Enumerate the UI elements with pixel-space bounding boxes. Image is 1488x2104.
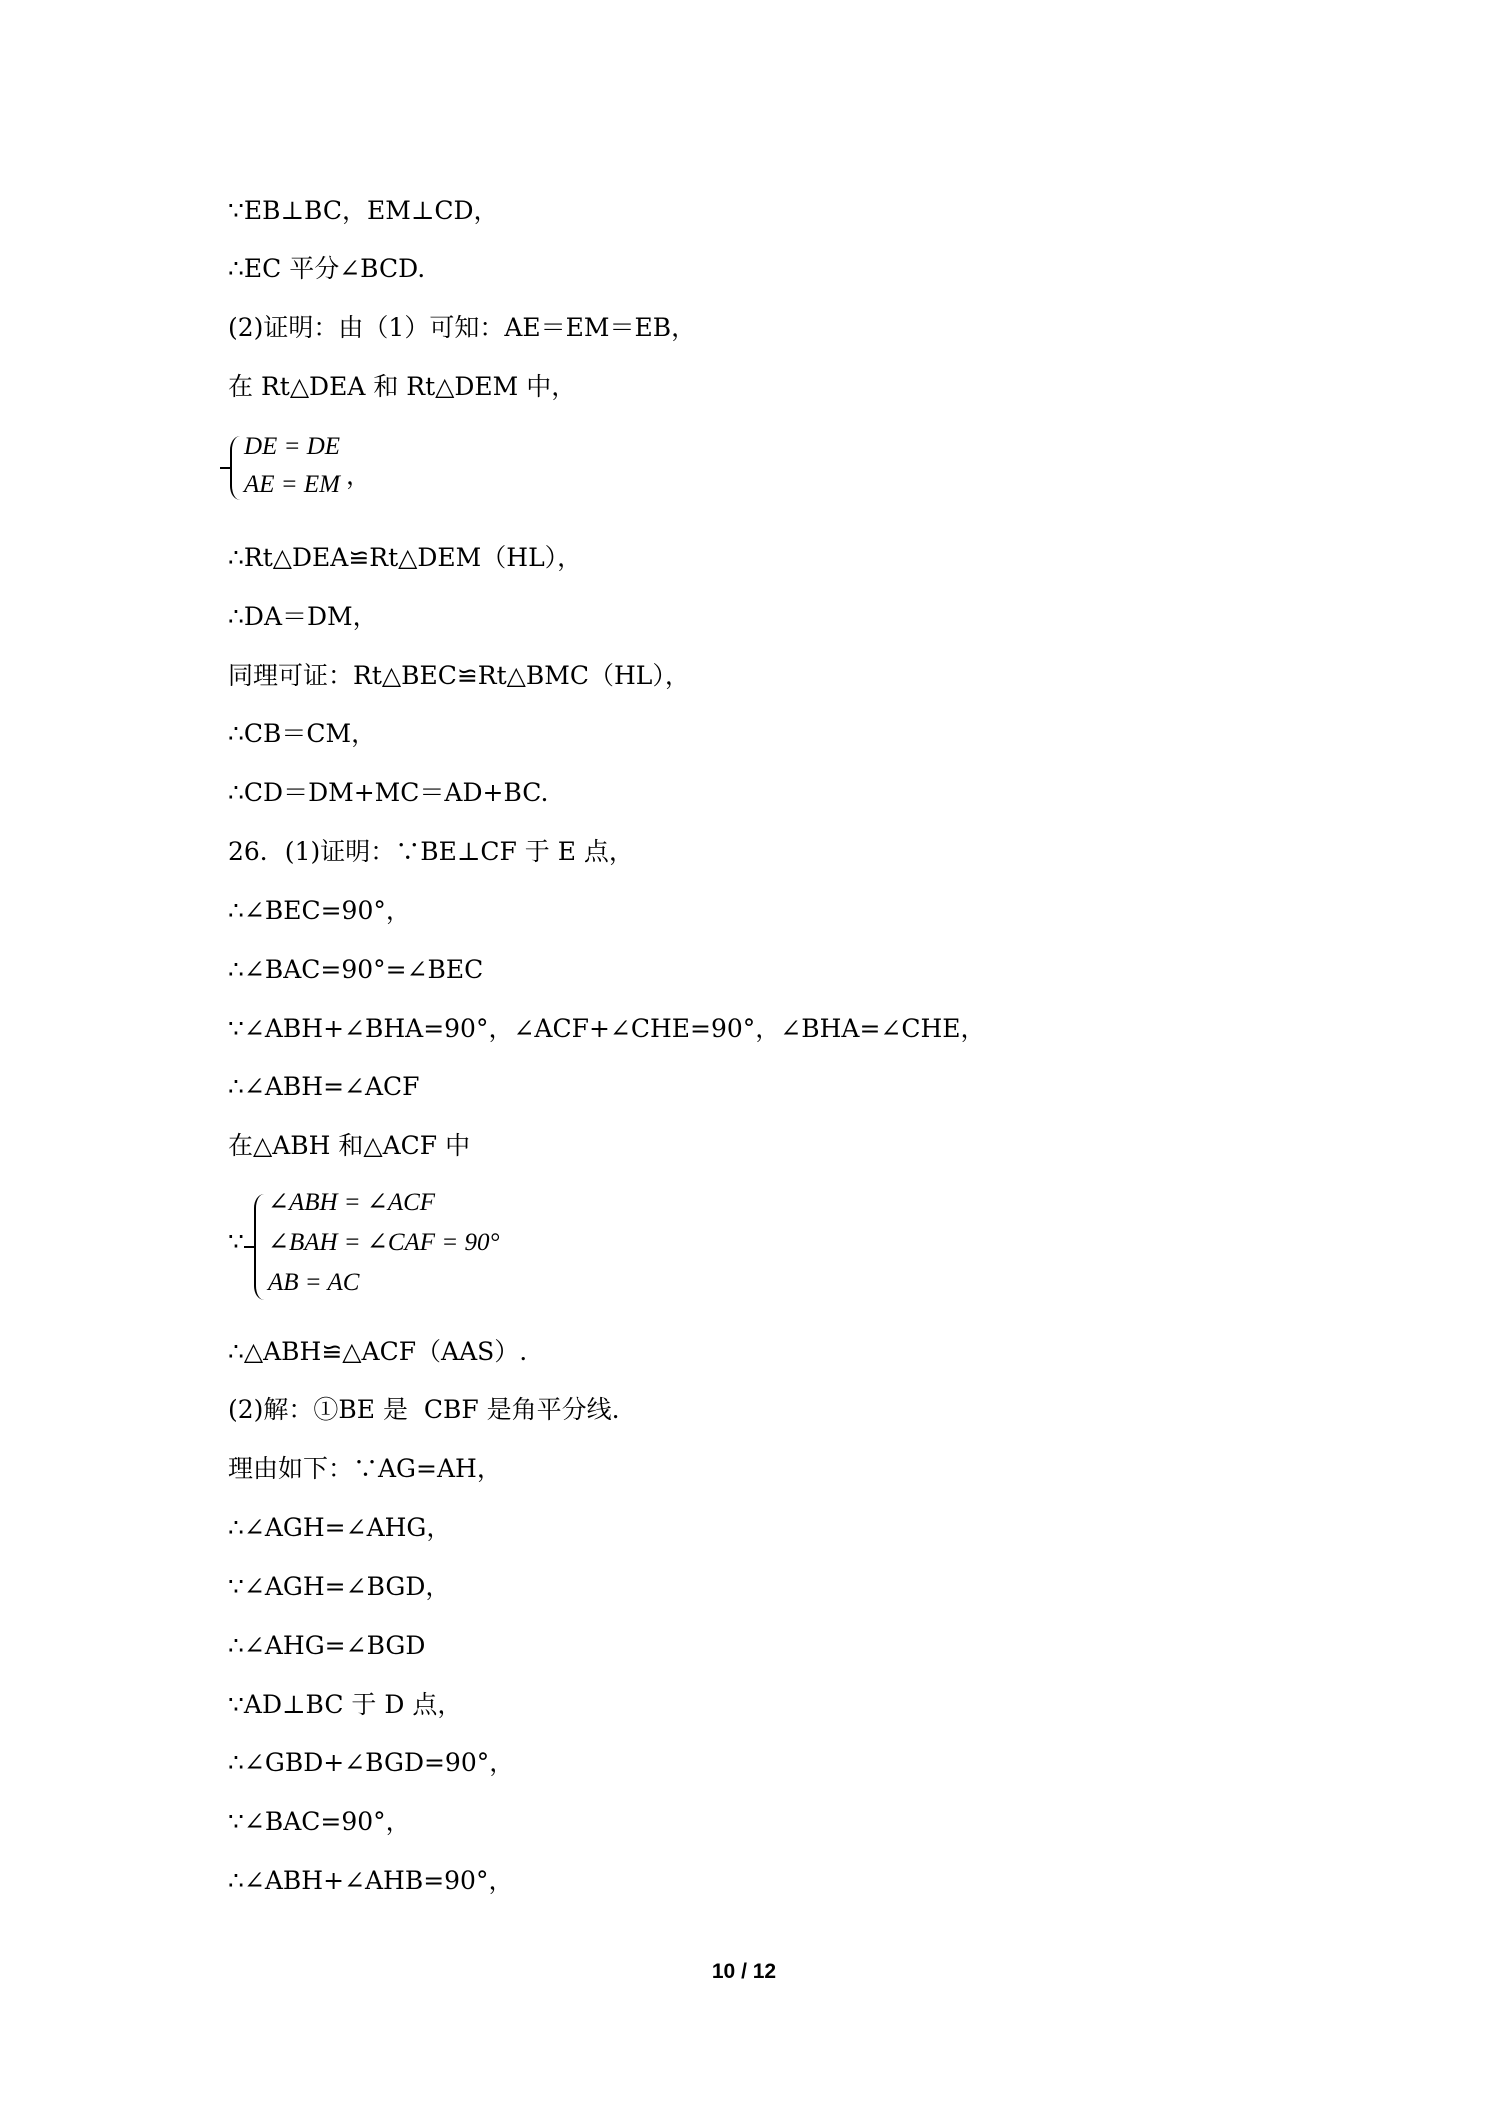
- equation-system-1: [228, 430, 428, 508]
- text-line: ∵EB⊥BC，EM⊥CD，: [228, 196, 499, 225]
- text-line: ∴∠GBD+∠BGD=90°，: [228, 1748, 515, 1777]
- brace-icon: [230, 436, 240, 500]
- because-symbol: ∵: [228, 1229, 244, 1256]
- text-line: ∴CD＝DM+MC＝AD+BC.: [228, 778, 549, 807]
- text-line: 在△ABH 和△ACF 中: [228, 1131, 471, 1160]
- text-line: ∵∠BAC=90°，: [228, 1807, 411, 1836]
- brace-icon: [254, 1194, 264, 1300]
- page-number: 10 / 12: [711, 1960, 777, 1983]
- text-line: 理由如下：∵AG=AH，: [228, 1454, 502, 1483]
- text-line: ∴∠AHG=∠BGD: [228, 1631, 426, 1660]
- text-line: ∴EC 平分∠BCD.: [228, 254, 426, 283]
- equation-row: ∠ABH = ∠ACF: [268, 1189, 436, 1216]
- text-line: ∴∠BEC=90°，: [228, 896, 411, 925]
- text-line: ∴Rt△DEA≌Rt△DEM（HL），: [228, 543, 583, 572]
- equation-row: DE = DE: [244, 433, 341, 460]
- text-line: 在 Rt△DEA 和 Rt△DEM 中，: [228, 372, 577, 401]
- text-line: ∴∠AGH=∠AHG，: [228, 1513, 452, 1542]
- text-line: 26．(1)证明：∵BE⊥CF 于 E 点，: [228, 837, 634, 866]
- equation-suffix: ，: [346, 463, 372, 490]
- text-line: 同理可证：Rt△BEC≌Rt△BMC（HL），: [228, 661, 690, 690]
- text-line: ∵∠AGH=∠BGD，: [228, 1572, 451, 1601]
- equation-row: ∠BAH = ∠CAF = 90°: [268, 1229, 500, 1256]
- equation-system-2: [228, 1186, 588, 1306]
- equation-row: AB = AC: [268, 1269, 360, 1296]
- text-line: ∵AD⊥BC 于 D 点，: [228, 1690, 463, 1719]
- text-line: (2)证明：由（1）可知：AE＝EM＝EB，: [228, 313, 697, 342]
- text-line: ∴△ABH≌△ACF（AAS）.: [228, 1337, 528, 1366]
- text-line: ∴∠BAC=90°=∠BEC: [228, 955, 484, 984]
- text-line: (2)解：①BE 是 CBF 是角平分线.: [228, 1395, 620, 1424]
- text-line: ∴CB＝CM，: [228, 719, 377, 748]
- text-line: ∴∠ABH=∠ACF: [228, 1072, 420, 1101]
- equation-row: AE = EM: [244, 471, 341, 498]
- text-line: ∴∠ABH+∠AHB=90°，: [228, 1866, 514, 1895]
- text-line: ∵∠ABH+∠BHA=90°，∠ACF+∠CHE=90°，∠BHA=∠CHE，: [228, 1014, 986, 1043]
- text-line: ∴DA＝DM，: [228, 602, 378, 631]
